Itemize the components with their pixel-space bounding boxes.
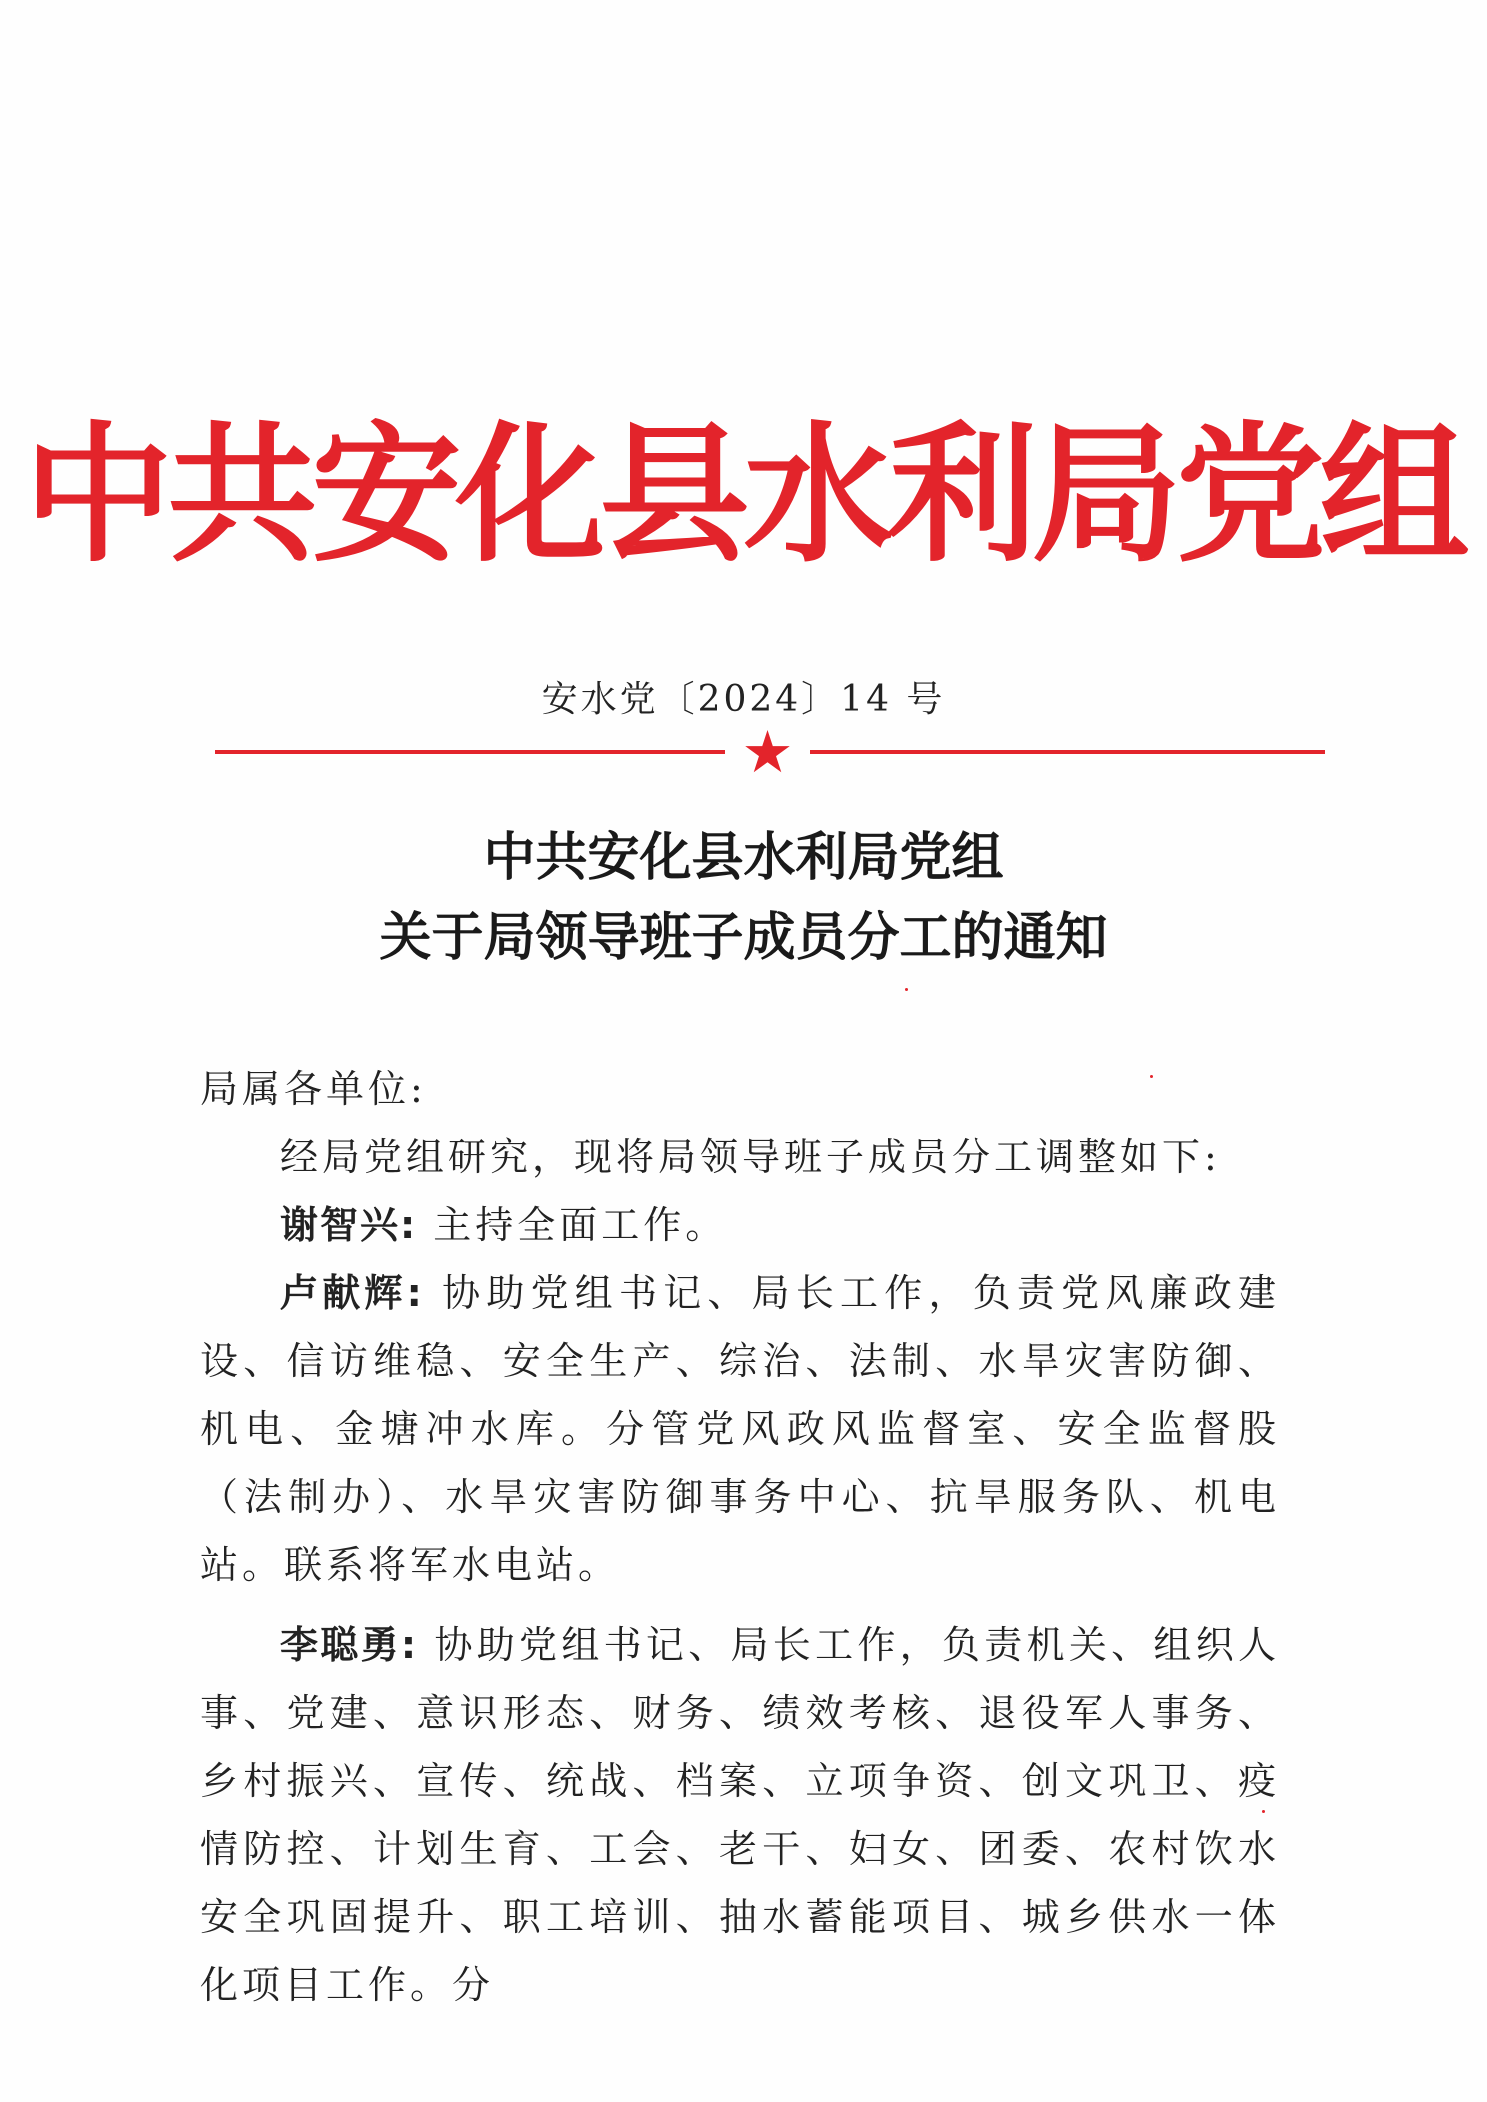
assignment-paragraph (200, 1191, 1280, 1259)
notice-body (200, 1055, 1280, 2019)
scan-speck (1150, 1075, 1153, 1078)
scan-speck (1262, 1810, 1265, 1813)
leader-name: 李聪勇: (280, 1623, 419, 1667)
scan-speck (905, 988, 908, 991)
assignment-paragraph (200, 1259, 1280, 1599)
red-rule-right (810, 750, 1325, 754)
salutation: 局属各单位: (200, 1067, 427, 1111)
leader-name: 卢献辉: (280, 1271, 424, 1315)
leader-duties: 协助党组书记、局长工作，负责机关、组织人事、党建、意识形态、财务、绩效考核、退役军人事务、乡村振兴、宣传、统战、档案、立项争资、创文巩卫、疫情防控、计划生育、工会、老干、妇女、团委、农村饮水安全巩固提升、职工培训、抽水蓄能项目、城乡供水一体化项目工作。分 (200, 1623, 1280, 2007)
notice-title-line-1: 中共安化县水利局党组 (483, 827, 1004, 888)
leader-name: 谢智兴: (280, 1203, 418, 1247)
leader-duties: 主持全面工作。 (433, 1203, 728, 1247)
issuer-red-header: 中共安化县水利局党组 (23, 407, 1464, 583)
red-rule-left (215, 750, 725, 754)
intro-paragraph: 经局党组研究，现将局领导班子成员分工调整如下: (280, 1135, 1221, 1179)
notice-title-line-2: 关于局领导班子成员分工的通知 (379, 907, 1108, 968)
document-number: 安水党〔2024〕14 号 (541, 679, 946, 720)
leader-duties: 协助党组书记、局长工作，负责党风廉政建设、信访维稳、安全生产、综治、法制、水旱灾害防御、机电、金塘冲水库。分管党风政风监督室、安全监督股（法制办）、水旱灾害防御事务中心、抗旱服务队、机电站。联系将军水电站。 (200, 1271, 1280, 1587)
red-star-icon: ★ (741, 718, 794, 786)
assignment-paragraph (200, 1611, 1280, 2019)
